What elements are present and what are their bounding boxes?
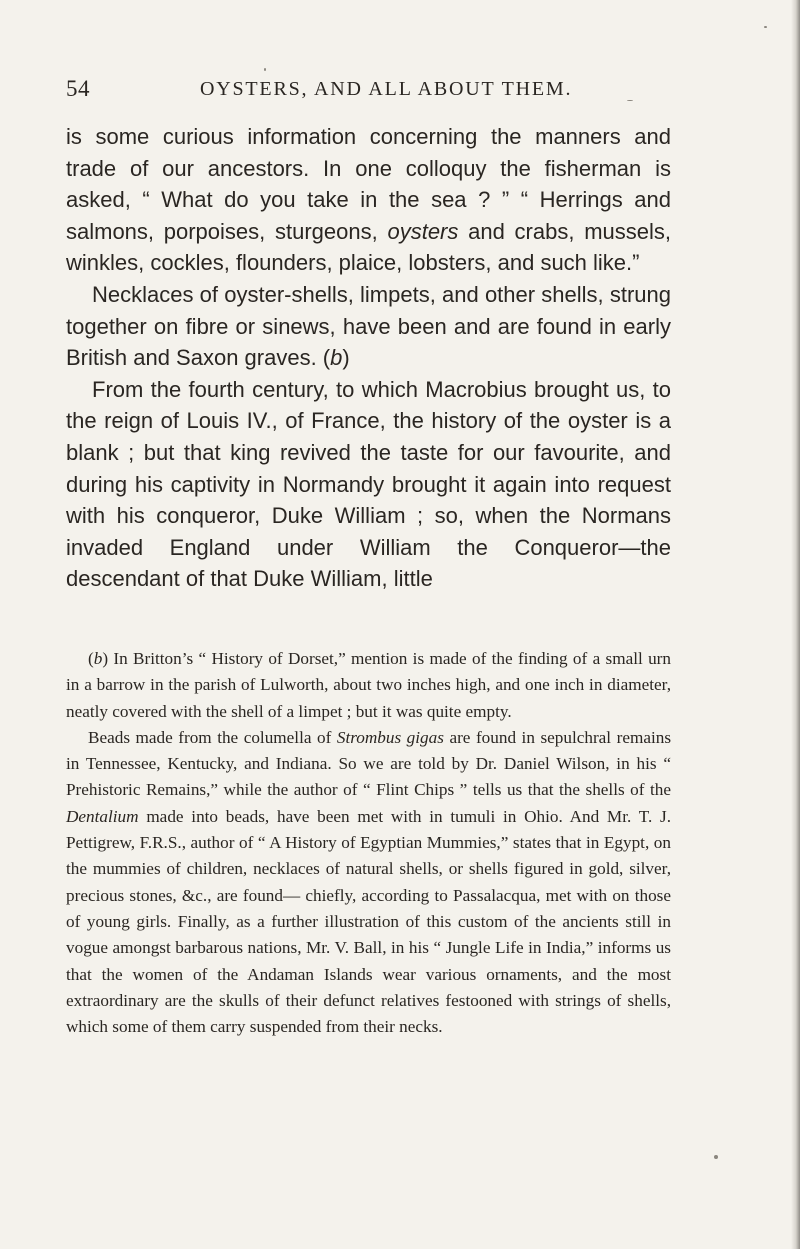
paragraph: is some curious information concerning the manners and trade of our ancestors. In one colloquy the fisherman is asked, “ What do you take in the sea ? ” “ Herrings and salmons, porpoises, sturgeons, oysters and crabs, mussels, winkles, cockles, flounders, plaice, lobsters, and such like.”: [66, 124, 671, 276]
paper-speck: [627, 100, 633, 101]
page-edge-shadow: [791, 0, 800, 1249]
italic-term: Strombus gigas: [336, 727, 444, 747]
paper-speck: [264, 68, 266, 71]
paragraph: Necklaces of oyster-shells, limpets, and other shells, strung together on fibre or sinews, have been and are found in early British and Saxon graves. (b): [66, 281, 671, 371]
italic-term: oysters: [387, 218, 459, 244]
footnote-ref: b: [330, 345, 343, 371]
main-text: [66, 121, 671, 595]
footnotes: [66, 646, 671, 1040]
footnote: (b) In Britton’s “ History of Dorset,” mention is made of the finding of a small urn in a barrow in the parish of Lulworth, about two inches high, and one inch in diameter, neatly covered with the shell of a limpet ; but it was quite empty.: [66, 649, 671, 721]
paragraph: From the fourth century, to which Macrobius brought us, to the reign of Louis IV., of France, the history of the oyster is a blank ; but that king revived the taste for our favourite, and during his captivity in Normandy brought it again into request with his conqueror, Duke William ; so, when the Normans invaded England under William the Conqueror—the descendant of that Duke William, little: [66, 376, 671, 592]
running-head: OYSTERS, AND ALL ABOUT THEM.: [200, 78, 573, 100]
page-number: 54: [66, 76, 90, 101]
footnote-paragraph: Beads made from the columella of Strombus gigas are found in sepulchral remains in Tennessee, Kentucky, and Indiana. So we are told by Dr. Daniel Wilson, in his “ Prehistoric Remains,” while the author of “ Flint Chips ” tells us that the shells of the Dentalium made into beads, have been met with in tumuli in Ohio. And Mr. T. J. Pettigrew, F.R.S., author of “ A History of Egyptian Mummies,” states that in Egypt, on the mummies of children, necklaces of natural shells, or shells figured in gold, silver, precious stones, &c., are found— chiefly, according to Passalacqua, met with on those of young girls. Finally, as a further illustration of this custom of the ancients still in vogue amongst barbarous nations, Mr. V. Ball, in his “ Jungle Life in India,” informs us that the women of the Andaman Islands wear various ornaments, and the most extraordinary are the skulls of their defunct relatives festooned with strings of shells, which some of them carry suspended from their necks.: [66, 727, 672, 1037]
paper-speck: [764, 26, 767, 28]
italic-term: Dentalium: [66, 806, 139, 826]
paper-speck: [714, 1155, 718, 1159]
footnote-marker: b: [93, 649, 103, 668]
